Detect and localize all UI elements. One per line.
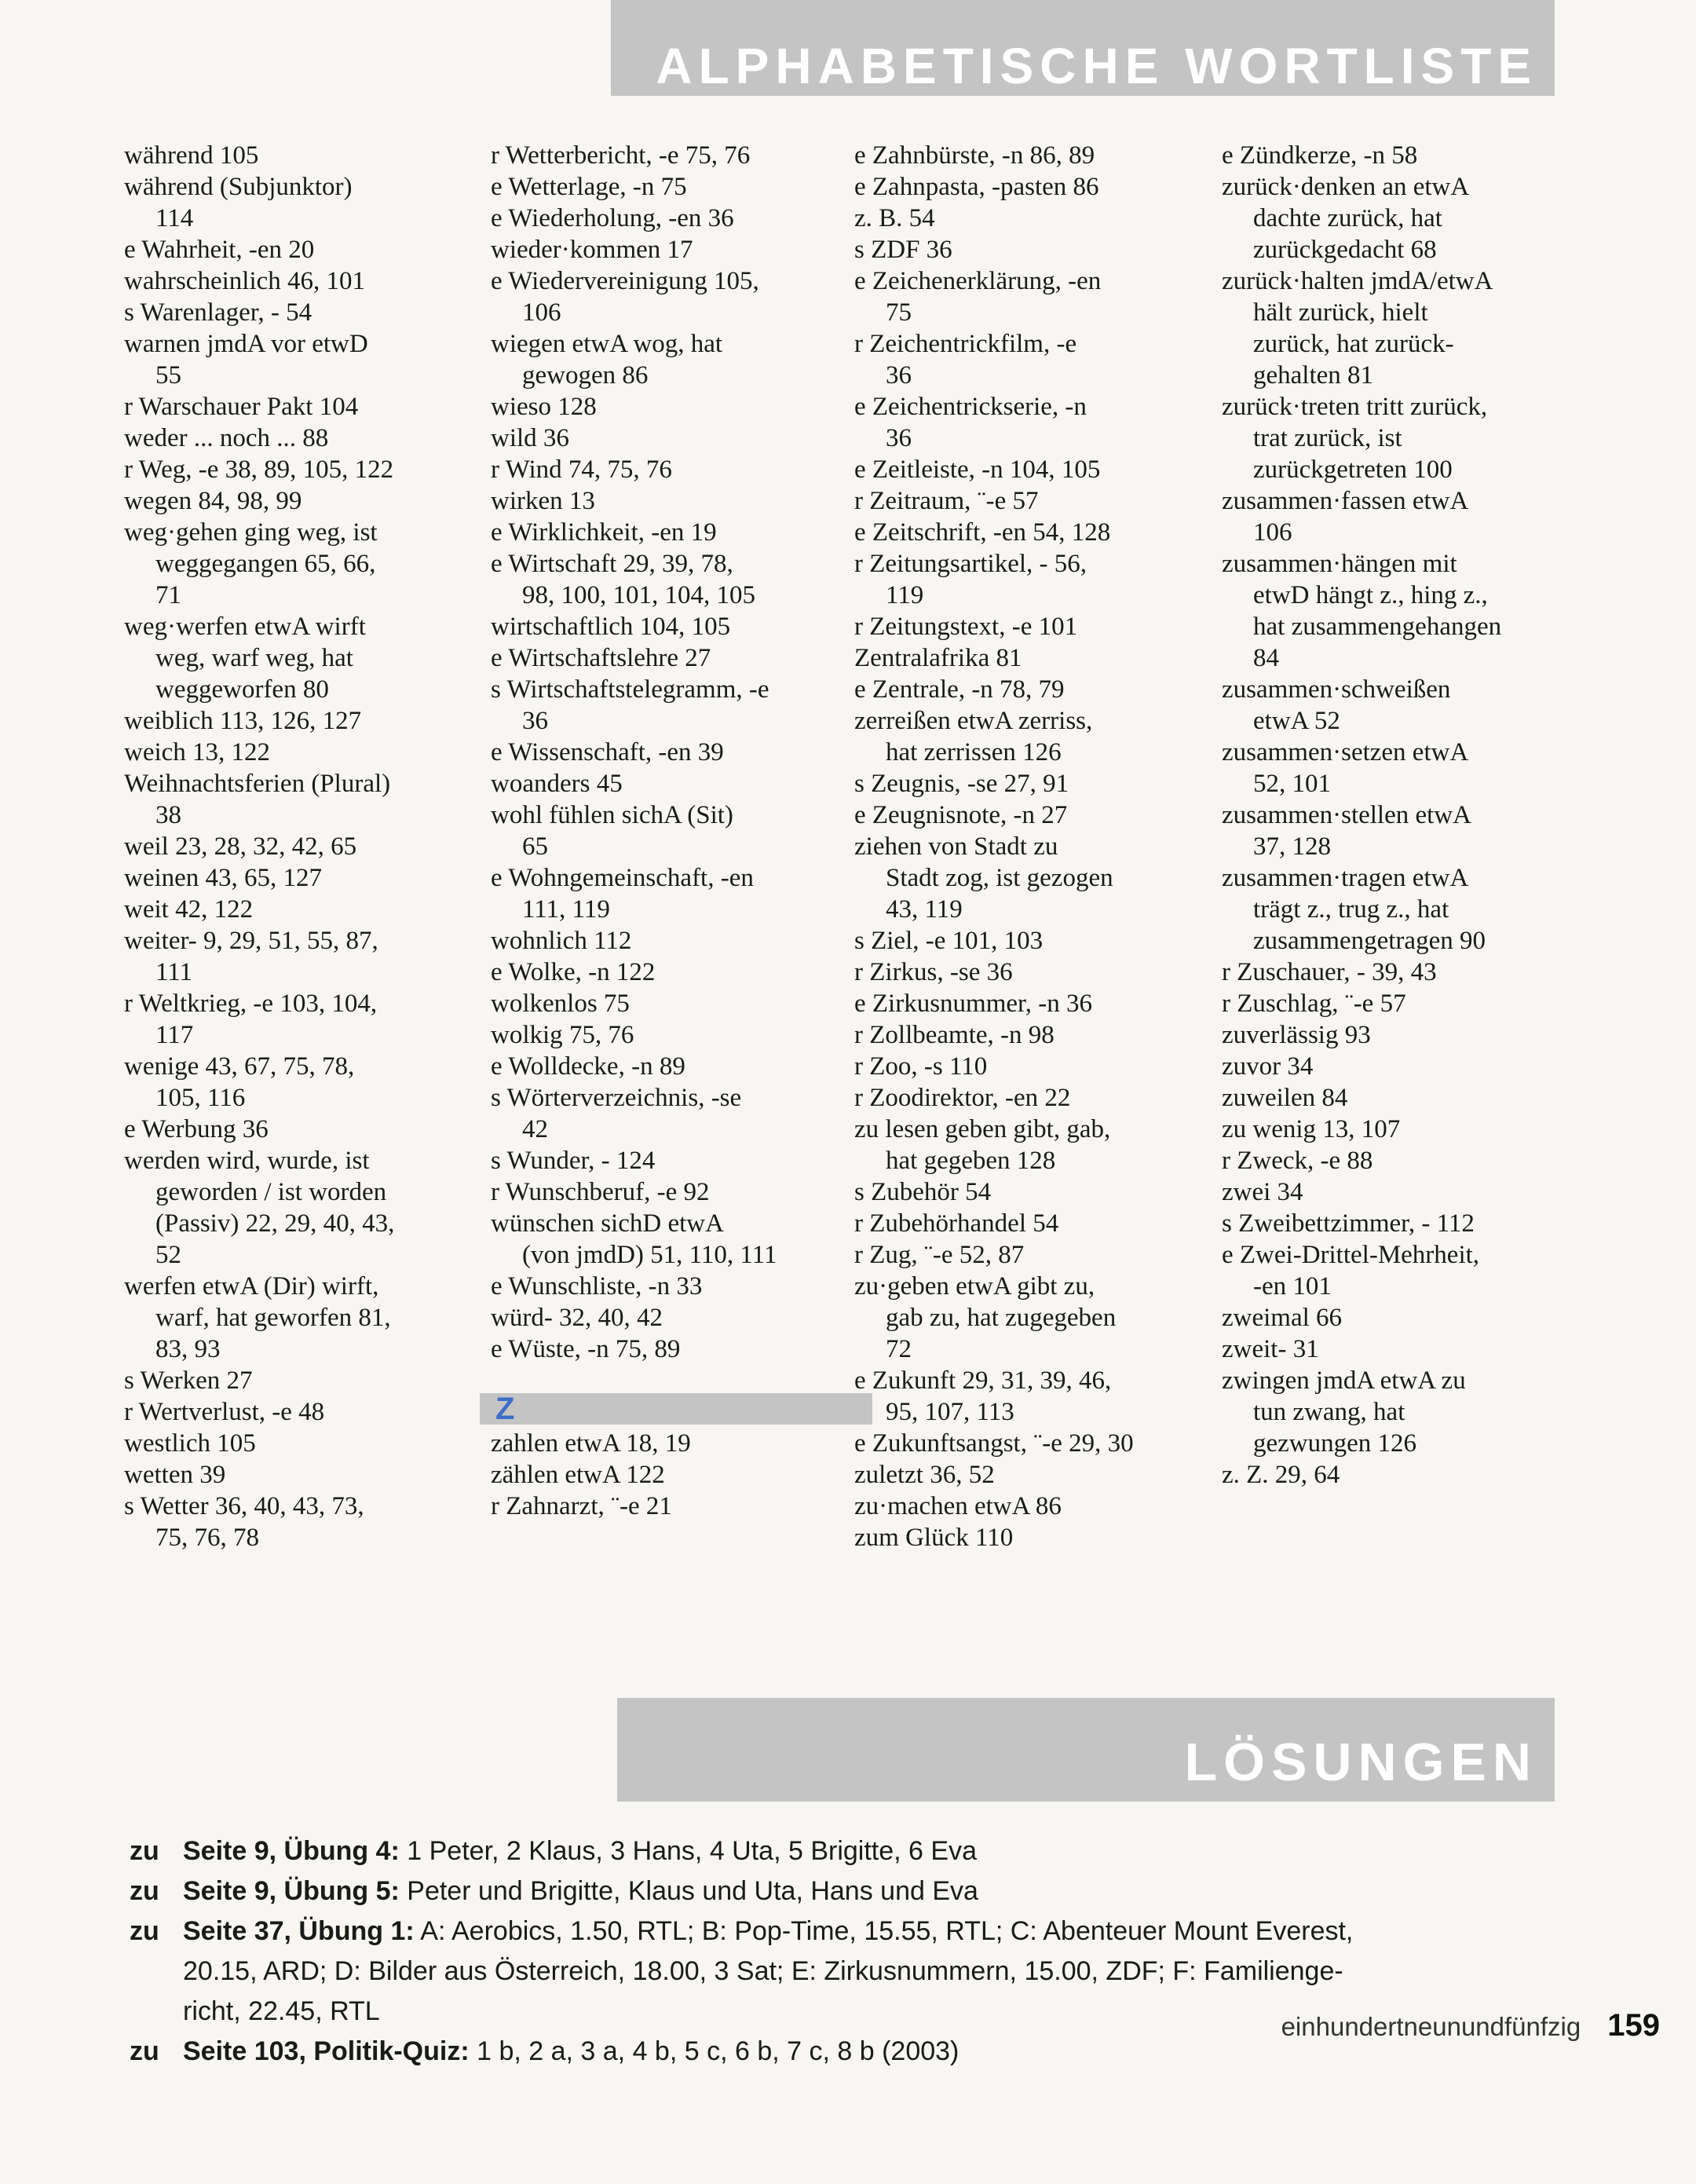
word-entry-line: r Warschauer Pakt 104: [124, 393, 359, 421]
word-entry-line: 106: [1253, 518, 1292, 547]
word-entry-line: r Zeichentrickfilm, -e: [854, 330, 1077, 358]
word-entry-line: r Weg, -e 38, 89, 105, 122: [124, 455, 394, 484]
word-entry-line: zusammen·tragen etwA: [1222, 864, 1469, 892]
word-entry-line: Stadt zog, ist gezogen: [886, 864, 1113, 892]
word-entry-line: s Zweibettzimmer, - 112: [1222, 1209, 1475, 1238]
word-entry-line: weit 42, 122: [124, 895, 254, 924]
word-entry-line: wahrscheinlich 46, 101: [124, 267, 366, 295]
word-entry-line: warf, hat geworfen 81,: [155, 1304, 391, 1332]
word-entry-line: e Wahrheit, -en 20: [124, 236, 315, 264]
word-entry-line: e Wetterlage, -n 75: [491, 173, 687, 201]
word-entry-line: zusammengetragen 90: [1253, 927, 1486, 955]
word-entry-line: (Passiv) 22, 29, 40, 43,: [155, 1209, 395, 1238]
word-entry-line: 72: [886, 1335, 912, 1363]
word-entry-line: woanders 45: [491, 770, 623, 798]
word-entry-line: wünschen sichD etwA: [491, 1209, 724, 1238]
page-number: 159: [1607, 2008, 1660, 2043]
word-entry-line: e Zahnbürste, -n 86, 89: [854, 141, 1095, 170]
word-entry-line: e Wirklichkeit, -en 19: [491, 518, 717, 547]
word-entry-line: e Werbung 36: [124, 1115, 269, 1143]
word-entry-line: r Zug, ¨-e 52, 87: [854, 1241, 1025, 1269]
word-entry-line: zusammen·stellen etwA: [1222, 801, 1471, 829]
word-entry-line: e Zukunftsangst, ¨-e 29, 30: [854, 1429, 1134, 1458]
word-entry-line: zusammen·fassen etwA: [1222, 487, 1469, 515]
word-entry-line: zurück·treten tritt zurück,: [1222, 393, 1488, 421]
word-entry-line: r Zweck, -e 88: [1222, 1147, 1373, 1175]
word-entry-line: e Wunschliste, -n 33: [491, 1272, 703, 1301]
solution-answer: 1 b, 2 a, 3 a, 4 b, 5 c, 6 b, 7 c, 8 b (2003): [469, 2036, 959, 2066]
word-entry-line: e Wohngemeinschaft, -en: [491, 864, 754, 892]
word-entry-line: hält zurück, hielt: [1253, 298, 1428, 327]
word-column-4: [1222, 140, 1559, 1491]
word-entry-line: zurückgedacht 68: [1253, 236, 1437, 264]
word-entry-line: e Zeitleiste, -n 104, 105: [854, 455, 1101, 484]
word-entry-line: zurück, hat zurück-: [1253, 330, 1454, 358]
solution-answer: A: Aerobics, 1.50, RTL; B: Pop-Time, 15.55, RTL; C: Abenteuer Mount Everest,: [414, 1916, 1354, 1946]
word-entry-line: zusammen·schweißen: [1222, 675, 1451, 704]
word-entry-line: gab zu, hat zugegeben: [886, 1304, 1117, 1332]
word-entry-line: wolkig 75, 76: [491, 1021, 634, 1049]
word-entry-line: e Zirkusnummer, -n 36: [854, 990, 1092, 1018]
word-entry-line: zu·geben etwA gibt zu,: [854, 1272, 1095, 1301]
word-entry-line: wenige 43, 67, 75, 78,: [124, 1052, 355, 1081]
word-entry-line: 114: [155, 204, 194, 232]
word-entry-line: e Wirtschaft 29, 39, 78,: [491, 550, 733, 578]
word-entry-line: 98, 100, 101, 104, 105: [522, 581, 755, 609]
word-entry-line: 75, 76, 78: [155, 1524, 259, 1552]
word-entry-line: 43, 119: [886, 895, 963, 924]
word-entry-line: hat gegeben 128: [886, 1147, 1056, 1175]
word-entry-line: r Zuschlag, ¨-e 57: [1222, 990, 1406, 1018]
word-entry-line: zuweilen 84: [1222, 1084, 1348, 1112]
word-entry-line: 117: [155, 1021, 194, 1049]
word-entry-line: zusammen·hängen mit: [1222, 550, 1457, 578]
solution-continuation: richt, 22.45, RTL: [183, 1996, 380, 2026]
word-entry-line: 111, 119: [522, 895, 610, 924]
word-entry-line: Weihnachtsferien (Plural): [124, 770, 391, 798]
letter-section-heading: Z: [480, 1393, 872, 1425]
word-entry-line: s ZDF 36: [854, 236, 952, 264]
word-entry-line: e Zündkerze, -n 58: [1222, 141, 1418, 170]
page-footer: [1281, 2008, 1660, 2043]
page-number-word: einhundertneunundfünfzig: [1281, 2012, 1581, 2041]
word-entry-line: r Zirkus, -se 36: [854, 958, 1013, 986]
word-entry-line: würd- 32, 40, 42: [491, 1304, 663, 1332]
word-entry-line: r Zeitungsartikel, - 56,: [854, 550, 1087, 578]
word-entry-line: wild 36: [491, 424, 569, 452]
word-entry-line: 106: [522, 298, 561, 327]
word-entry-line: r Zeitraum, ¨-e 57: [854, 487, 1039, 515]
solution-reference: Seite 103, Politik-Quiz:: [183, 2036, 470, 2066]
word-entry-line: r Zahnarzt, ¨-e 21: [491, 1492, 672, 1520]
word-entry-line: r Wind 74, 75, 76: [491, 455, 672, 484]
word-entry-line: etwD hängt z., hing z.,: [1253, 581, 1488, 609]
header-bar: [611, 0, 1555, 96]
word-entry-line: wirken 13: [491, 487, 595, 515]
word-entry-line: 42: [522, 1115, 548, 1143]
word-entry-line: 95, 107, 113: [886, 1398, 1014, 1426]
word-entry-line: s Wörterverzeichnis, -se: [491, 1084, 742, 1112]
word-entry-line: r Zoo, -s 110: [854, 1052, 988, 1081]
word-entry-line: zuverlässig 93: [1222, 1021, 1371, 1049]
word-entry-line: zahlen etwA 18, 19: [491, 1429, 691, 1458]
word-entry-line: während 105: [124, 141, 259, 170]
word-entry-line: weg, warf weg, hat: [155, 644, 353, 672]
word-entry-line: r Wunschberuf, -e 92: [491, 1178, 710, 1206]
word-entry-line: 71: [155, 581, 181, 609]
solution-prefix: zu: [130, 1836, 159, 1866]
word-entry-line: während (Subjunktor): [124, 173, 353, 201]
word-entry-line: s Ziel, -e 101, 103: [854, 927, 1044, 955]
word-entry-line: zuvor 34: [1222, 1052, 1314, 1081]
word-entry-line: 119: [886, 581, 924, 609]
word-entry-line: 36: [886, 424, 912, 452]
word-entry-line: wegen 84, 98, 99: [124, 487, 302, 515]
word-entry-line: e Wüste, -n 75, 89: [491, 1335, 681, 1363]
solution-answer: Peter und Brigitte, Klaus und Uta, Hans und Eva: [399, 1876, 978, 1906]
word-entry-line: 36: [886, 361, 912, 390]
word-entry-line: gehalten 81: [1253, 361, 1374, 390]
solution-reference: Seite 37, Übung 1:: [183, 1916, 415, 1946]
word-entry-line: s Werken 27: [124, 1366, 253, 1395]
word-entry-line: gezwungen 126: [1253, 1429, 1417, 1458]
word-entry-line: 65: [522, 832, 548, 861]
word-entry-line: 75: [886, 298, 912, 327]
word-entry-line: r Zollbeamte, -n 98: [854, 1021, 1055, 1049]
word-entry-line: gewogen 86: [522, 361, 649, 390]
word-column-2: [491, 140, 836, 1522]
word-entry-line: weggegangen 65, 66,: [155, 550, 376, 578]
word-entry-line: weiter- 9, 29, 51, 55, 87,: [124, 927, 378, 955]
word-entry-line: wohl fühlen sichA (Sit): [491, 801, 733, 829]
solution-answer: 1 Peter, 2 Klaus, 3 Hans, 4 Uta, 5 Brigitte, 6 Eva: [399, 1836, 977, 1866]
word-entry-line: 83, 93: [155, 1335, 221, 1363]
word-entry-line: werfen etwA (Dir) wirft,: [124, 1272, 379, 1301]
word-entry-line: 52: [155, 1241, 181, 1269]
word-entry-line: e Zahnpasta, -pasten 86: [854, 173, 1099, 201]
solution-line: [130, 1911, 1566, 1952]
word-entry-line: weg·werfen etwA wirft: [124, 613, 366, 641]
word-entry-line: werden wird, wurde, ist: [124, 1147, 370, 1175]
section-spacer: [491, 1365, 836, 1393]
word-entry-line: zwingen jmdA etwA zu: [1222, 1366, 1466, 1395]
word-entry-line: warnen jmdA vor etwD: [124, 330, 368, 358]
word-entry-line: e Zwei-Drittel-Mehrheit,: [1222, 1241, 1480, 1269]
word-entry-line: e Zeichenerklärung, -en: [854, 267, 1102, 295]
word-entry-line: 52, 101: [1253, 770, 1331, 798]
word-entry-line: s Zeugnis, -se 27, 91: [854, 770, 1069, 798]
word-entry-line: zum Glück 110: [854, 1524, 1014, 1552]
word-entry-line: zwei 34: [1222, 1178, 1303, 1206]
word-entry-line: 37, 128: [1253, 832, 1331, 861]
word-entry-line: hat zerrissen 126: [886, 738, 1062, 766]
solution-continuation: 20.15, ARD; D: Bilder aus Österreich, 18.00, 3 Sat; E: Zirkusnummern, 15.00, ZDF; F: Familienge-: [183, 1956, 1343, 1986]
word-entry-line: r Zeitungstext, -e 101: [854, 613, 1078, 641]
word-entry-line: hat zusammengehangen: [1253, 613, 1502, 641]
word-entry-line: -en 101: [1253, 1272, 1332, 1301]
word-entry-line: westlich 105: [124, 1429, 256, 1458]
solution-line: [130, 1831, 1566, 1871]
word-entry-line: geworden / ist worden: [155, 1178, 387, 1206]
word-entry-line: z. Z. 29, 64: [1222, 1461, 1340, 1489]
section-title: ALPHABETISCHE WORTLISTE: [656, 38, 1537, 94]
word-entry-line: 105, 116: [155, 1084, 246, 1112]
solution-line: [130, 1871, 1566, 1911]
word-entry-line: e Zeugnisnote, -n 27: [854, 801, 1068, 829]
solutions-bar: [617, 1698, 1555, 1802]
word-entry-line: zurückgetreten 100: [1253, 455, 1453, 484]
word-entry-line: e Zukunft 29, 31, 39, 46,: [854, 1366, 1112, 1395]
word-entry-line: e Zentrale, -n 78, 79: [854, 675, 1065, 704]
solution-reference: Seite 9, Übung 5:: [183, 1876, 400, 1906]
word-entry-line: e Wolldecke, -n 89: [491, 1052, 685, 1081]
word-entry-line: s Wetter 36, 40, 43, 73,: [124, 1492, 364, 1520]
word-entry-line: e Wirtschaftslehre 27: [491, 644, 711, 672]
word-entry-line: trägt z., trug z., hat: [1253, 895, 1449, 924]
word-entry-line: Zentralafrika 81: [854, 644, 1022, 672]
word-entry-line: s Zubehör 54: [854, 1178, 992, 1206]
word-entry-line: zu lesen geben gibt, gab,: [854, 1115, 1111, 1143]
word-entry-line: weil 23, 28, 32, 42, 65: [124, 832, 357, 861]
word-entry-line: zuletzt 36, 52: [854, 1461, 995, 1489]
word-entry-line: 38: [155, 801, 181, 829]
solution-reference: Seite 9, Übung 4:: [183, 1836, 400, 1866]
word-entry-line: r Wetterbericht, -e 75, 76: [491, 141, 751, 170]
word-entry-line: zusammen·setzen etwA: [1222, 738, 1469, 766]
word-entry-line: zurück·denken an etwA: [1222, 173, 1470, 201]
word-entry-line: 84: [1253, 644, 1279, 672]
word-entry-line: e Wissenschaft, -en 39: [491, 738, 724, 766]
word-entry-line: weder ... noch ... 88: [124, 424, 329, 452]
solution-prefix: zu: [130, 2036, 159, 2066]
word-entry-line: zu·machen etwA 86: [854, 1492, 1062, 1520]
word-entry-line: e Wolke, -n 122: [491, 958, 656, 986]
solutions-title: LÖSUNGEN: [1184, 1732, 1537, 1792]
word-entry-line: zweit- 31: [1222, 1335, 1319, 1363]
word-entry-line: e Wiederholung, -en 36: [491, 204, 734, 232]
word-entry-line: e Wiedervereinigung 105,: [491, 267, 759, 295]
word-entry-line: r Zoodirektor, -en 22: [854, 1084, 1071, 1112]
word-entry-line: zu wenig 13, 107: [1222, 1115, 1401, 1143]
word-entry-line: z. B. 54: [854, 204, 935, 232]
word-entry-line: wiegen etwA wog, hat: [491, 330, 723, 358]
word-entry-line: e Zeichentrickserie, -n: [854, 393, 1087, 421]
word-entry-line: r Zuschauer, - 39, 43: [1222, 958, 1437, 986]
word-entry-line: s Wirtschaftstelegramm, -e: [491, 675, 769, 704]
word-entry-line: weinen 43, 65, 127: [124, 864, 323, 892]
word-entry-line: s Wunder, - 124: [491, 1147, 656, 1175]
word-entry-line: weich 13, 122: [124, 738, 271, 766]
word-entry-line: e Zeitschrift, -en 54, 128: [854, 518, 1111, 547]
word-entry-line: zerreißen etwA zerriss,: [854, 707, 1093, 735]
word-entry-line: 111: [155, 958, 193, 986]
word-entry-line: weggeworfen 80: [155, 675, 329, 704]
word-entry-line: zurück·halten jmdA/etwA: [1222, 267, 1493, 295]
word-entry-line: weg·gehen ging weg, ist: [124, 518, 378, 547]
word-entry-line: wetten 39: [124, 1461, 226, 1489]
word-entry-line: wolkenlos 75: [491, 990, 630, 1018]
word-entry-line: r Zubehörhandel 54: [854, 1209, 1059, 1238]
word-entry-line: (von jmdD) 51, 110, 111: [522, 1241, 777, 1269]
word-entry-line: 36: [522, 707, 548, 735]
word-entry-line: 55: [155, 361, 181, 390]
word-entry-line: tun zwang, hat: [1253, 1398, 1405, 1426]
solution-prefix: zu: [130, 1916, 159, 1946]
word-entry-line: trat zurück, ist: [1253, 424, 1402, 452]
word-entry-line: etwA 52: [1253, 707, 1340, 735]
word-column-3: [854, 140, 1223, 1553]
word-entry-line: r Weltkrieg, -e 103, 104,: [124, 990, 378, 1018]
word-entry-line: s Warenlager, - 54: [124, 298, 313, 327]
word-entry-line: weiblich 113, 126, 127: [124, 707, 362, 735]
word-entry-line: dachte zurück, hat: [1253, 204, 1442, 232]
word-entry-line: wieder·kommen 17: [491, 236, 693, 264]
word-entry-line: wieso 128: [491, 393, 597, 421]
word-entry-line: wirtschaftlich 104, 105: [491, 613, 731, 641]
word-entry-line: zählen etwA 122: [491, 1461, 665, 1489]
word-column-1: [124, 140, 462, 1553]
word-entry-line: r Wertverlust, -e 48: [124, 1398, 325, 1426]
solution-prefix: zu: [130, 1876, 159, 1906]
word-entry-line: wohnlich 112: [491, 927, 632, 955]
word-entry-line: zweimal 66: [1222, 1304, 1343, 1332]
word-entry-line: ziehen von Stadt zu: [854, 832, 1058, 861]
